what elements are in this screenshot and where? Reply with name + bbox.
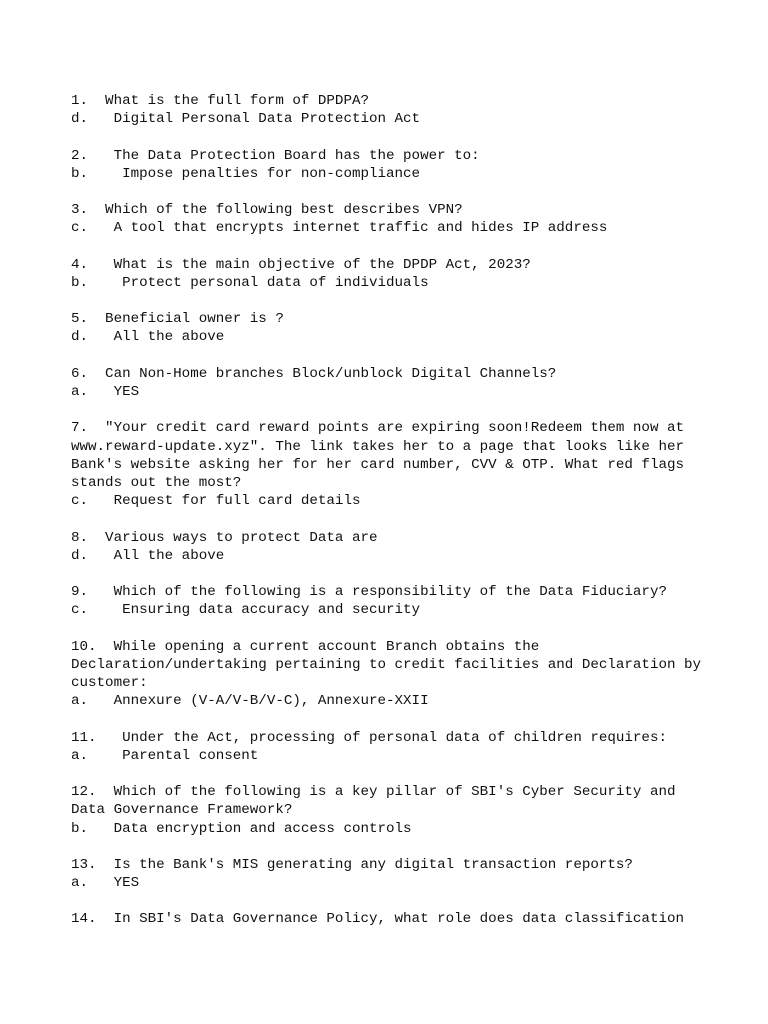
question-text: 14. In SBI's Data Governance Policy, what role does data classification bbox=[71, 911, 684, 928]
answer-text: a. YES bbox=[71, 384, 140, 400]
question-text: 6. Can Non-Home branches Block/unblock Digital Channels? bbox=[71, 365, 557, 382]
question-item bbox=[71, 856, 751, 892]
question-text: 11. Under the Act, processing of personal data of children requires: bbox=[71, 729, 667, 746]
question-item bbox=[71, 583, 751, 619]
answer-text: c. Ensuring data accuracy and security bbox=[71, 602, 421, 619]
question-item bbox=[71, 310, 751, 346]
answer-text: a. Annexure (V-A/V-B/V-C), Annexure-XXII bbox=[71, 693, 429, 710]
question-text: customer: bbox=[71, 675, 148, 691]
question-item bbox=[71, 147, 751, 183]
question-item bbox=[71, 910, 751, 928]
question-item bbox=[71, 256, 751, 292]
question-item bbox=[71, 638, 751, 711]
answer-text: b. Protect personal data of individuals bbox=[71, 274, 429, 291]
question-text: 7. "Your credit card reward points are expiring soon!Redeem them now at bbox=[71, 420, 684, 437]
question-item bbox=[71, 419, 751, 510]
question-text: 5. Beneficial owner is ? bbox=[71, 311, 284, 328]
question-text: 13. Is the Bank's MIS generating any digital transaction reports? bbox=[71, 856, 633, 873]
question-text: 9. Which of the following is a responsibility of the Data Fiduciary? bbox=[71, 584, 667, 601]
question-text: 3. Which of the following best describes VPN? bbox=[71, 202, 463, 219]
answer-text: b. Data encryption and access controls bbox=[71, 820, 412, 837]
question-text: Declaration/undertaking pertaining to credit facilities and Declaration by bbox=[71, 656, 702, 673]
answer-text: b. Impose penalties for non-compliance bbox=[71, 165, 421, 182]
document-body bbox=[71, 92, 751, 947]
question-item bbox=[71, 92, 751, 128]
question-text: 1. What is the full form of DPDPA? bbox=[71, 93, 369, 109]
answer-text: c. A tool that encrypts internet traffic and hides IP address bbox=[71, 220, 608, 237]
question-text: Bank's website asking her for her card number, CVV & OTP. What red flags bbox=[71, 456, 684, 473]
question-text: 4. What is the main objective of the DPDP Act, 2023? bbox=[71, 256, 531, 273]
question-text: 12. Which of the following is a key pillar of SBI's Cyber Security and bbox=[71, 784, 676, 801]
question-item bbox=[71, 783, 751, 838]
question-item bbox=[71, 729, 751, 765]
answer-text: c. Request for full card details bbox=[71, 493, 361, 510]
question-text: 8. Various ways to protect Data are bbox=[71, 529, 378, 546]
question-text: stands out the most? bbox=[71, 474, 242, 491]
question-text: 10. While opening a current account Branch obtains the bbox=[71, 638, 540, 655]
question-item bbox=[71, 529, 751, 565]
question-item bbox=[71, 201, 751, 237]
answer-text: d. Digital Personal Data Protection Act bbox=[71, 111, 421, 128]
question-text: Data Governance Framework? bbox=[71, 802, 293, 819]
question-item bbox=[71, 365, 751, 401]
answer-text: a. YES bbox=[71, 875, 140, 892]
answer-text: a. Parental consent bbox=[71, 747, 259, 764]
question-text: www.reward-update.xyz". The link takes her to a page that looks like her bbox=[71, 438, 684, 455]
question-text: 2. The Data Protection Board has the power to: bbox=[71, 147, 480, 164]
answer-text: d. All the above bbox=[71, 547, 225, 564]
answer-text: d. All the above bbox=[71, 329, 225, 346]
